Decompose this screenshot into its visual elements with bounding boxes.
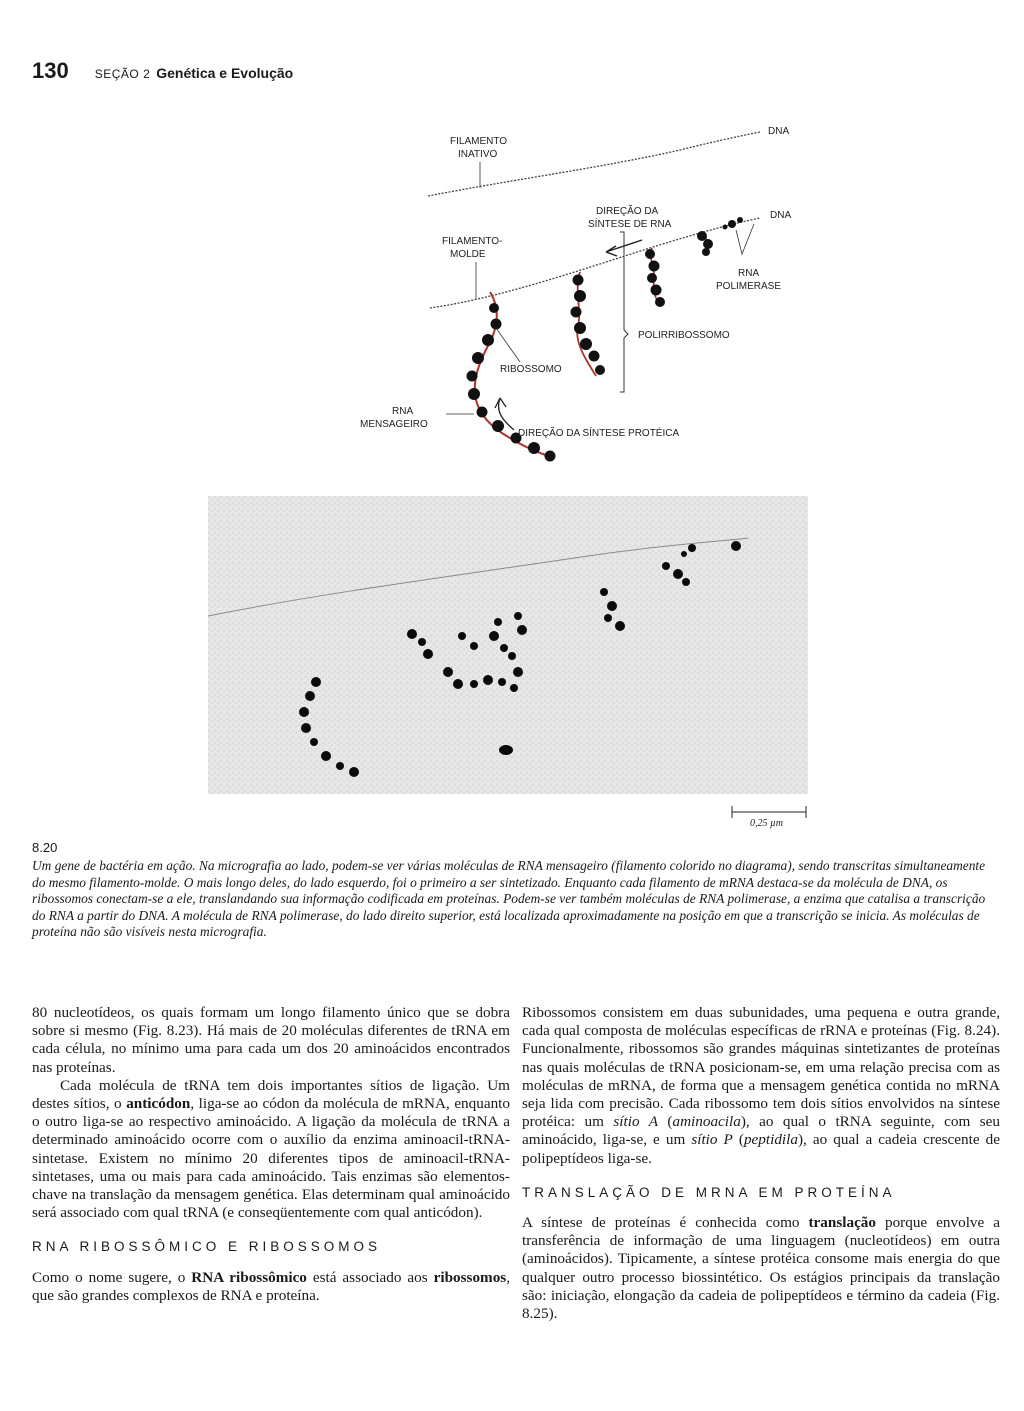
term-rna-ribossomico: RNA ribossômico: [191, 1268, 307, 1286]
right-paragraph-2: A síntese de proteínas é conhecida como translação porque envolve a transferência de informação de uma linguagem (nucleotídeos) em outra (aminoácidos). Tipicamente, a síntese protéica consome mais energia do que qualquer outro processo biossintético. Os estágios principais da translação são: iniciação, elongação da cadeia de polipeptídeos e término da cadeia (Fig. 8.25).: [522, 1214, 1000, 1323]
left-paragraph-2: Cada molécula de tRNA tem dois importantes sítios de ligação. Um destes sítios, o anticódon, liga-se ao códon da molécula de mRNA, enquanto o outro liga-se ao respectivo aminoácido. A ligação da molécula de tRNA a determinado aminoácido ocorre com o auxílio da enzima aminoacil-tRNA-sintetase. Existem no mínimo 20 diferentes tipos de aminoacil-tRNA-sintetases, uma ou mais para cada aminoácido. Tais enzimas são elementos-chave na translação da mensagem genética. Elas determinam qual aminoácido será associado com qual tRNA (e conseqüentemente com qual anticódon).: [32, 1076, 510, 1222]
term-sitio-p: sítio P: [691, 1131, 733, 1149]
mrna-transcript-middle: [571, 272, 606, 376]
right-column: [522, 1004, 1000, 1323]
term-translacao: translação: [808, 1214, 876, 1232]
label-direcao-sintese-rna-2: SÍNTESE DE RNA: [588, 219, 672, 230]
right-paragraph-1: Ribossomos consistem em duas subunidades, uma pequena e outra grande, cada qual composta de moléculas específicas de rRNA e proteínas (Fig. 8.24). Funcionalmente, ribossomos são grandes máquinas sintetizantes de proteínas nas quais moléculas de tRNA posicionam-se, em uma relação precisa com as moléculas de mRNA, de forma que a mensagem genética contida no mRNA seja lida com precisão. Cada ribossomo tem dois sítios envolvidos na síntese protéica: um sítio A (aminoacila), ao qual o tRNA seguinte, com seu aminoácido, liga-se, e um sítio P (peptidila), ao qual a cadeia crescente de polipeptídeos liga-se.: [522, 1004, 1000, 1167]
label-direcao-sintese-rna-1: DIREÇÃO DA: [596, 206, 659, 217]
leader-ribossomo: [496, 328, 520, 362]
short-transcript-1: [697, 231, 713, 256]
term-sitio-a: sítio A: [613, 1113, 658, 1131]
term-ribossomos: ribossomos: [433, 1268, 507, 1286]
section-title: Genética e Evolução: [156, 65, 294, 81]
left-column: [32, 1004, 510, 1305]
template-dna-strand: [430, 218, 760, 308]
transcription-diagram: [350, 120, 820, 480]
leader-rna-polimerase: [736, 224, 754, 254]
label-dna-top: DNA: [768, 126, 790, 137]
term-aminoacila: aminoacila: [672, 1113, 741, 1131]
term-anticodon: anticódon: [126, 1095, 191, 1113]
rna-polymerase: [723, 217, 744, 230]
electron-micrograph: [208, 496, 808, 794]
label-filamento-inativo-2: INATIVO: [458, 149, 498, 160]
label-rna-mensageiro-1: RNA: [392, 406, 414, 417]
heading-translacao: TRANSLAÇÃO DE MRNA EM PROTEÍNA: [522, 1184, 896, 1200]
label-rna-mensageiro-2: MENSAGEIRO: [360, 419, 428, 430]
label-filamento-molde-1: FILAMENTO-: [442, 236, 503, 247]
label-ribossomo: RIBOSSOMO: [500, 364, 562, 375]
running-header: [32, 58, 293, 84]
section-label: SEÇÃO 2: [94, 67, 151, 81]
label-rna-polimerase-1: RNA: [738, 268, 760, 279]
scale-bar: [730, 804, 808, 830]
page-number: 130: [32, 58, 69, 83]
figure-caption: Um gene de bactéria em ação. Na micrografia ao lado, podem-se ver várias moléculas de RNA mensageiro (filamento colorido no diagrama), sendo transcritas simultaneamente do mesmo filamento-molde. O mais longo deles, do lado esquerdo, foi o primeiro a ser sintetizado. Enquanto cada filamento de mRNA destaca-se da molécula de DNA, os ribossomos conectam-se a ele, translandando sua informação codificada em proteínas. Podem-se ver também moléculas de RNA polimerase, a enzima que catalisa a transcrição do RNA a partir do DNA. A molécula de RNA polimerase, do lado direito superior, está localizada aproximadamente na posição em que a transcrição se inicia. As moléculas de proteína não são visíveis nesta micrografia.: [32, 858, 986, 939]
short-transcript-2: [645, 248, 665, 307]
scale-bar-label: 0,25 µm: [750, 818, 783, 829]
label-filamento-inativo-1: FILAMENTO: [450, 136, 508, 147]
term-peptidila: peptidila: [743, 1131, 798, 1149]
label-dna-mid: DNA: [770, 210, 792, 221]
label-filamento-molde-2: MOLDE: [450, 249, 486, 260]
label-polirribossomo: POLIRRIBOSSOMO: [638, 330, 730, 341]
label-direcao-sintese-proteica: DIREÇÃO DA SÍNTESE PROTÉICA: [518, 428, 680, 439]
label-rna-polimerase-2: POLIMERASE: [716, 281, 782, 292]
figure-number: 8.20: [32, 840, 58, 855]
left-paragraph-1: 80 nucleotídeos, os quais formam um longo filamento único que se dobra sobre si mesmo (Fig. 8.23). Há mais de 20 moléculas diferentes de tRNA em cada célula, no mínimo uma para cada um dos 20 aminoácidos encontrados nas proteínas.: [32, 1004, 510, 1076]
left-paragraph-3: Como o nome sugere, o RNA ribossômico está associado aos ribossomos, que são grandes complexos de RNA e proteína.: [32, 1268, 510, 1304]
heading-rna-ribossomico: RNA RIBOSSÔMICO E RIBOSSOMOS: [32, 1239, 382, 1255]
